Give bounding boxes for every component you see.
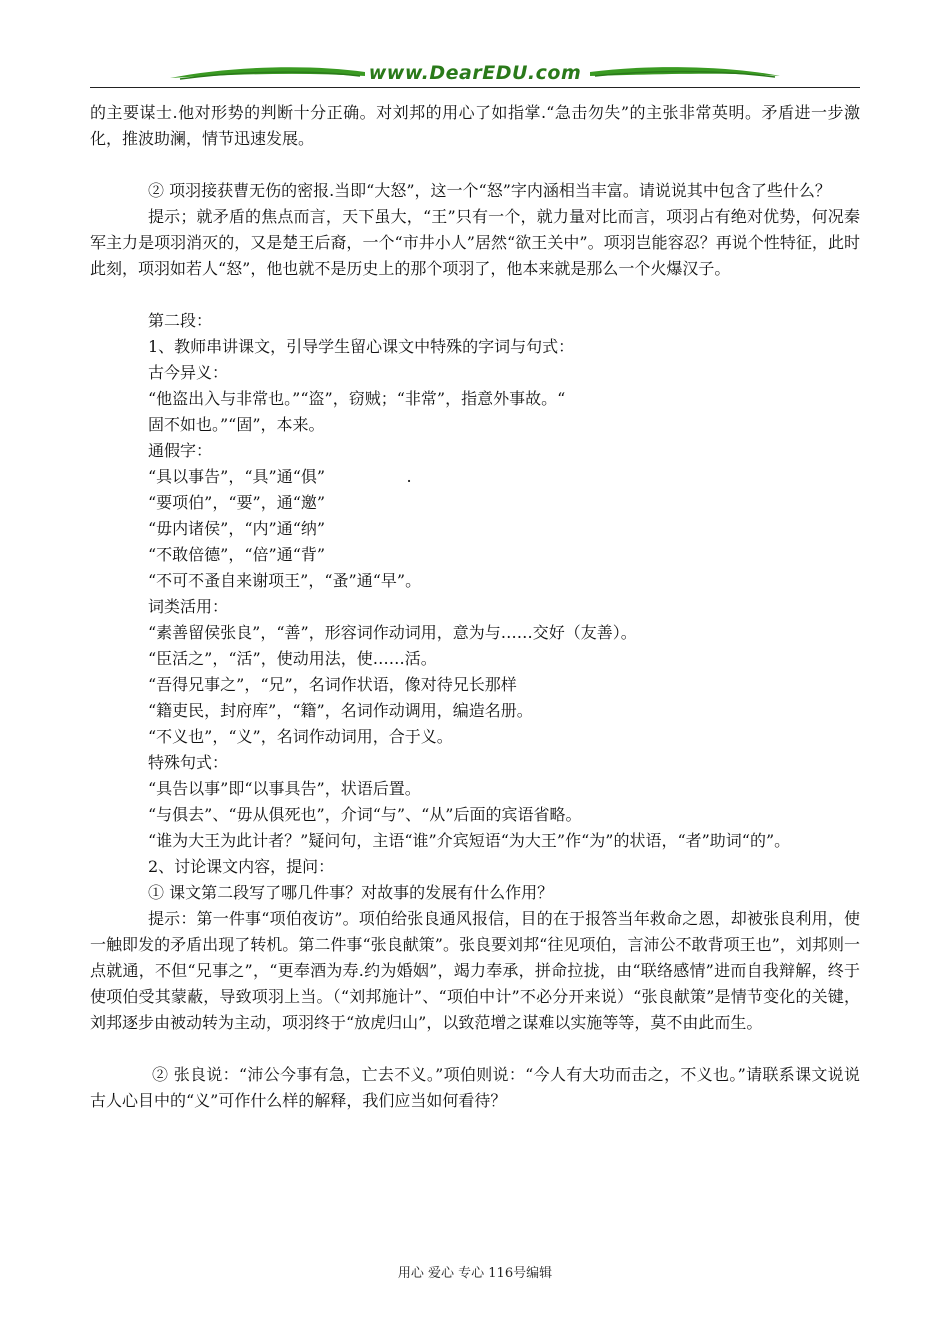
- list-item: “籍吏民，封府库”，“籍”，名词作动调用，编造名册。: [148, 701, 533, 720]
- list-item: “与俱去”、“毋从俱死也”，介词“与”、“从”后面的宾语省略。: [148, 805, 582, 824]
- header-divider: [90, 87, 860, 88]
- list-item: “不可不蚤自来谢项王”，“蚤”通“早”。: [148, 571, 422, 590]
- subheading: 通假字：: [148, 441, 213, 460]
- list-item: “不敢倍德”，“倍”通“背”: [148, 545, 326, 564]
- list-item: “不义也”，“义”，名词作动词用，合于义。: [148, 727, 453, 746]
- subheading: 古今异义：: [148, 363, 229, 382]
- site-logo-text[interactable]: www.DearEDU.com: [368, 62, 582, 84]
- list-item: 固不如也。”“固”，本来。: [148, 415, 325, 434]
- list-item: “毋内诸侯”，“内”通“纳”: [148, 519, 326, 538]
- list-item: “具以事告”，“具”通“俱” .: [148, 467, 412, 486]
- question-paragraph: ② 张良说：“沛公今事有急，亡去不义。”项伯则说：“今人有大功而击之，不义也。”请联系课文说说古人心目中的“义”可作什么样的解释，我们应当如何看待？: [90, 1065, 860, 1110]
- list-item: “素善留侯张良”，“善”，形容词作动词用，意为与……交好（友善）。: [148, 623, 637, 642]
- question-line: ① 课文第二段写了哪几件事？对故事的发展有什么作用？: [148, 883, 554, 902]
- paragraph: 的主要谋士.他对形势的判断十分正确。对刘邦的用心了如指掌.“急击勿失”的主张非常英明。矛盾进一步激化，推波助澜，情节迅速发展。: [90, 103, 860, 148]
- list-item: “臣活之”，“活”，使动用法，使……活。: [148, 649, 437, 668]
- document-body: [90, 100, 860, 1114]
- page-footer: 用心 爱心 专心 116号编辑: [397, 1266, 553, 1281]
- section-heading: 第二段：: [148, 311, 213, 330]
- list-item: 2、讨论课文内容，提问：: [148, 857, 335, 876]
- question-paragraph: ② 项羽接获曹无伤的密报.当即“大怒”，这一个“怒”字内涵相当丰富。请说说其中包含了些什么？: [148, 181, 831, 200]
- hint-paragraph: 提示：第一件事“项伯夜访”。项伯给张良通风报信，目的在于报答当年救命之恩，却被张良利用，使一触即发的矛盾出现了转机。第二件事“张良献策”。张良要刘邦“往见项伯，言沛公不敢背项王也”，刘邦则一点就通，不但“兄事之”，“更奉酒为寿.约为婚姻”，竭力奉承，拼命拉拢，由“联络感情”进而自我辩解，终于使项伯受其蒙蔽，导致项羽上当。（“刘邦施计”、“项伯中计”不必分开来说）“张良献策”是情节变化的关键，刘邦逐步由被动转为主动，项羽终于“放虎归山”，以致范增之谋难以实施等等，莫不由此而生。: [90, 909, 860, 1032]
- list-item: “要项伯”，“要”，通“邀”: [148, 493, 326, 512]
- list-item: “他盗出入与非常也。”“盗”，窃贼；“非常”，指意外事故。“: [148, 389, 566, 408]
- list-item: 1、教师串讲课文，引导学生留心课文中特殊的字词与句式：: [148, 337, 575, 356]
- subheading: 特殊句式：: [148, 753, 229, 772]
- list-item: “谁为大王为此计者？”疑问句，主语“谁”介宾短语“为大王”作“为”的状语，“者”助词“的”。: [148, 831, 791, 850]
- subheading: 词类活用：: [148, 597, 229, 616]
- list-item: “吾得兄事之”，“兄”，名词作状语，像对待兄长那样: [148, 675, 517, 694]
- hint-paragraph: 提示；就矛盾的焦点而言，天下虽大，“王”只有一个，就力量对比而言，项羽占有绝对优势，何况秦军主力是项羽消灭的，又是楚王后裔，一个“市井小人”居然“欲王关中”。项羽岂能容忍？再说个性特征，此时此刻，项羽如若人“怒”，他也就不是历史上的那个项羽了，他本来就是那么一个火爆汉子。: [90, 207, 860, 278]
- list-item: “具告以事”即“以事具告”，状语后置。: [148, 779, 421, 798]
